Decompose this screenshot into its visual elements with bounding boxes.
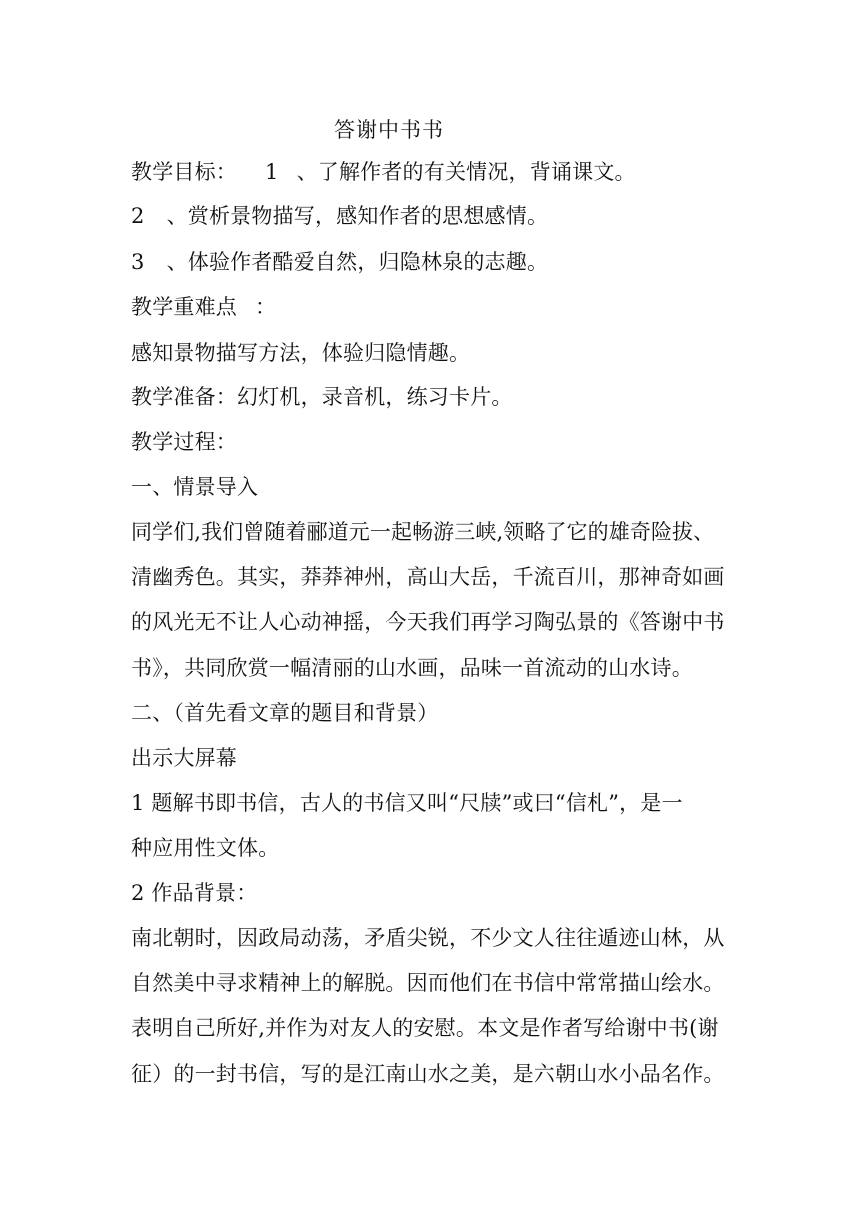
item-1-line-1: 1 题解书即书信，古人的书信又叫“尺牍”或曰“信札”，是一 xyxy=(131,791,683,815)
objective-1-text: 、了解作者的有关情况，背诵课文。 xyxy=(296,160,636,184)
objectives-label: 教学目标： xyxy=(131,160,237,184)
key-points-colon: ： xyxy=(255,295,277,319)
objective-1-number: 1 xyxy=(265,160,279,184)
intro-line-2: 清幽秀色。其实，莽莽神州，高山大岳，千流百川，那神奇如画 xyxy=(131,565,725,589)
background-line-1: 南北朝时，因政局动荡，矛盾尖锐，不少文人往往遁迹山林，从 xyxy=(131,926,725,950)
key-points-text: 感知景物描写方法，体验归隐情趣。 xyxy=(131,341,471,365)
objective-3-text: 、体验作者酷爱自然，归隐林泉的志趣。 xyxy=(166,250,549,274)
item-2-heading: 2 作品背景： xyxy=(131,881,258,905)
key-points-label: 教学重难点 xyxy=(131,295,237,319)
objective-2-text: 、赏析景物描写，感知作者的思想感情。 xyxy=(166,204,549,228)
process-label: 教学过程： xyxy=(131,430,237,454)
section-2-heading: 二、（首先看文章的题目和背景） xyxy=(131,701,439,725)
objective-3-number: 3 xyxy=(131,250,145,274)
key-points-heading xyxy=(131,293,731,321)
objective-3-line xyxy=(131,248,731,276)
item-1-line-2: 种应用性文体。 xyxy=(131,836,280,860)
background-line-3: 表明自己所好,并作为对友人的安慰。本文是作者写给谢中书(谢 xyxy=(131,1016,719,1040)
objectives-line xyxy=(131,158,731,186)
background-line-4: 征）的一封书信，写的是江南山水之美，是六朝山水小品名作。 xyxy=(131,1062,725,1086)
intro-line-4: 书》，共同欣赏一幅清丽的山水画，品味一首流动的山水诗。 xyxy=(131,656,693,680)
preparation-line: 教学准备：幻灯机，录音机，练习卡片。 xyxy=(131,385,513,409)
show-screen-line: 出示大屏幕 xyxy=(131,746,237,770)
background-line-2: 自然美中寻求精神上的解脱。因而他们在书信中常常描山绘水。 xyxy=(131,971,725,995)
intro-line-3: 的风光无不让人心动神摇，今天我们再学习陶弘景的《答谢中书 xyxy=(131,610,725,634)
objective-2-number: 2 xyxy=(131,204,145,228)
objective-2-line xyxy=(131,202,731,230)
intro-line-1: 同学们,我们曾随着郦道元一起畅游三峡,领略了它的雄奇险拔、 xyxy=(131,520,715,544)
section-1-heading: 一、情景导入 xyxy=(131,475,259,499)
document-title: 答谢中书书 xyxy=(334,118,444,142)
